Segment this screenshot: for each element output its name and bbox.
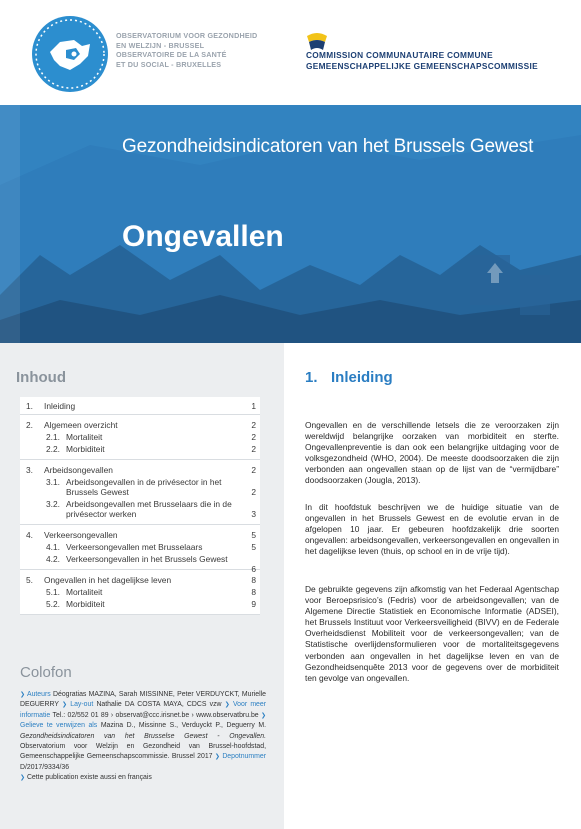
observatory-line: EN WELZIJN - BRUSSEL [116,40,205,50]
toc-entry-number: 3. [26,465,33,475]
colofon-contact[interactable]: Tel.: 02/552 01 89 › observat@ccc.irisnet.be › www.observatbru.be [52,711,259,719]
toc-entry-label: Algemeen overzicht [44,420,118,430]
colofon-french-note: Cette publication existe aussi en français [26,774,152,782]
toc-section [20,397,260,415]
toc-entry-page: 5 [251,542,256,552]
colofon-label-auteurs: Auteurs [26,691,51,698]
toc-entry-page: 2 [251,487,256,497]
toc-subentry[interactable] [20,586,260,598]
colofon-label-citation: Gelieve te verwijzen als [20,722,98,730]
toc-entry-page: 2 [251,444,256,454]
toc-entry-page: 2 [251,465,256,475]
toc-entry[interactable] [20,464,260,476]
toc-entry-label: Morbiditeit [66,599,105,609]
body-paragraph: In dit hoofdstuk beschrijven we de huidige situatie van de ongevallen in het Brussels Gewest en de evolutie ervan in de afgelopen 10 jaar. Er gebeuren hoofdzakelijk drie soorten ongevallen: arbeidsongevallen, verkeersongevallen en ongevallen in het dagelijkse leven (thuis, op school en in de vrije tijd). [305,502,559,557]
toc-entry-page: 5 [251,530,256,540]
page-header [0,0,581,105]
colofon-layout: Nathalie DA COSTA MAYA, CDCS vzw [96,701,222,709]
chevron-right-icon: ❯ [214,754,220,761]
toc-entry-number: 4.1. [46,542,60,552]
chevron-right-icon: ❯ [20,775,26,782]
colofon-citation-authors: Mazina D., Missinne S., Verduyckt P., Deguerry M. [100,722,266,730]
toc-subentry[interactable] [20,476,260,498]
chevron-right-icon: ❯ [224,702,230,709]
toc-entry-page: 9 [251,599,256,609]
chevron-right-icon: ❯ [260,712,266,719]
colofon-depot: D/2017/9334/36 [20,763,70,771]
observatory-name [116,31,257,69]
toc-subentry[interactable] [20,498,260,520]
toc-entry-label: Verkeersongevallen [44,530,118,540]
commission-name [306,50,538,72]
section-number: 1. [305,369,318,386]
toc-section [20,460,260,525]
colofon-citation-title: Gezondheidsindicatoren van het Brusselse Gewest - Ongevallen. [20,732,266,740]
toc-subentry[interactable] [20,443,260,455]
toc-entry-number: 5.1. [46,587,60,597]
toc-subentry[interactable] [20,553,260,574]
toc-entry-page: 8 [251,587,256,597]
toc-subentry[interactable] [20,431,260,443]
toc-entry-label: Arbeidsongevallen met Brusselaars die in de privésector werken [66,499,232,519]
colofon-title: Colofon [20,664,72,681]
body-paragraph: De gebruikte gegevens zijn afkomstig van het Federaal Agentschap voor Beroepsrisico’s (Fedris) voor de arbeidsongevallen; van de Algemene Directie Statistiek en Economische Informatie (ADSEI), het Brussels Instituut voor Verkeersveiligheid (BIVV) en de Federale Overheidsdienst Mobiliteit voor de verkeersongevallen; van de Statistische overlijdensformulieren voor de mortaliteitsgegevens verbonden aan ongevallen in het dagelijkse leven en van de Gezondheidsenquête 2013 voor de gegevens over de morbiditeit ten gevolge van ongevallen. [305,584,559,683]
commission-line: GEMEENSCHAPPELIJKE GEMEENSCHAPSCOMMISSIE [306,61,538,71]
toc-entry-page: 2 [251,432,256,442]
toc-subentry[interactable] [20,541,260,553]
observatory-logo-icon [30,14,110,94]
toc-entry-number: 3.1. [46,477,60,487]
commission-line: COMMISSION COMMUNAUTAIRE COMMUNE [306,50,493,60]
toc-entry-label: Inleiding [44,401,76,411]
observatory-line: OBSERVATOIRE DE LA SANTÉ [116,50,227,59]
toc-section [20,415,260,460]
toc-entry-number: 3.2. [46,499,60,509]
toc-entry-page: 6 [251,564,256,574]
toc-section [20,570,260,615]
toc-entry-number: 2. [26,420,33,430]
table-of-contents [20,397,260,615]
toc-entry-number: 5. [26,575,33,585]
colofon-label-depot: Depotnummer [222,753,266,761]
toc-entry-number: 5.2. [46,599,60,609]
toc-entry[interactable] [20,574,260,586]
toc-entry-number: 2.2. [46,444,60,454]
toc-subentry[interactable] [20,598,260,610]
toc-section [20,525,260,574]
colofon-text [20,690,266,784]
chevron-right-icon: ❯ [20,692,26,698]
document-title: Ongevallen [122,220,284,253]
chevron-right-icon: ❯ [62,702,68,709]
toc-entry-label: Ongevallen in het dagelijkse leven [44,575,172,585]
toc-entry-page: 2 [251,420,256,430]
toc-title: Inhoud [16,369,66,386]
colofon-citation-publisher: Observatorium voor Welzijn en Gezondheid van Brussel-hoofdstad, Gemeenschappelijke Gemeenschapscommissie. Brussel 2017 [20,743,266,761]
observatory-line: OBSERVATORIUM VOOR GEZONDHEID [116,31,258,40]
toc-entry-number: 1. [26,401,33,411]
toc-entry-label: Arbeidsongevallen [44,465,113,475]
toc-entry-number: 4.2. [46,554,60,564]
toc-entry-label: Verkeersongevallen met Brusselaars [66,542,203,552]
colofon-label-info: Voor meer informatie [20,701,267,719]
toc-entry-page: 3 [251,509,256,519]
toc-entry-page: 8 [251,575,256,585]
body-paragraph: Ongevallen en de verschillende letsels die ze veroorzaken zijn wereldwijd belangrijke oorzaken van morbiditeit en sterfte. Ongevallenpreventie is dan ook een belangrijke uitdaging voor de volksgezondheid (WHO, 2004). De meeste doodsoorzaken die zijn verbonden aan ongevallen staan op de lijst van de “vermijdbare” doodsoorzaken (Jougla, 2013). [305,420,559,486]
toc-entry-page: 1 [251,401,256,411]
toc-entry-number: 2.1. [46,432,60,442]
toc-entry[interactable] [20,400,260,412]
observatory-line: ET DU SOCIAL - BRUXELLES [116,59,222,69]
toc-entry-number: 4. [26,530,33,540]
toc-entry-label: Verkeersongevallen in het Brussels Gewest [66,554,228,564]
section-title: Inleiding [331,369,393,386]
toc-entry[interactable] [20,529,260,541]
toc-entry-label: Morbiditeit [66,444,105,454]
colofon-label-layout: Lay-out [70,701,94,709]
series-title: Gezondheidsindicatoren van het Brussels Gewest [122,136,534,157]
toc-entry-label: Mortaliteit [66,587,103,597]
toc-entry-label: Mortaliteit [66,432,103,442]
toc-entry[interactable] [20,419,260,431]
colofon-auteurs: Déogratias MAZINA, Sarah MISSINNE, Peter VERDUYCKT, Murielle DEGUERRY [20,691,266,709]
toc-entry-label: Arbeidsongevallen in de privésector in het Brussels Gewest [66,477,222,497]
section-heading [305,369,393,386]
